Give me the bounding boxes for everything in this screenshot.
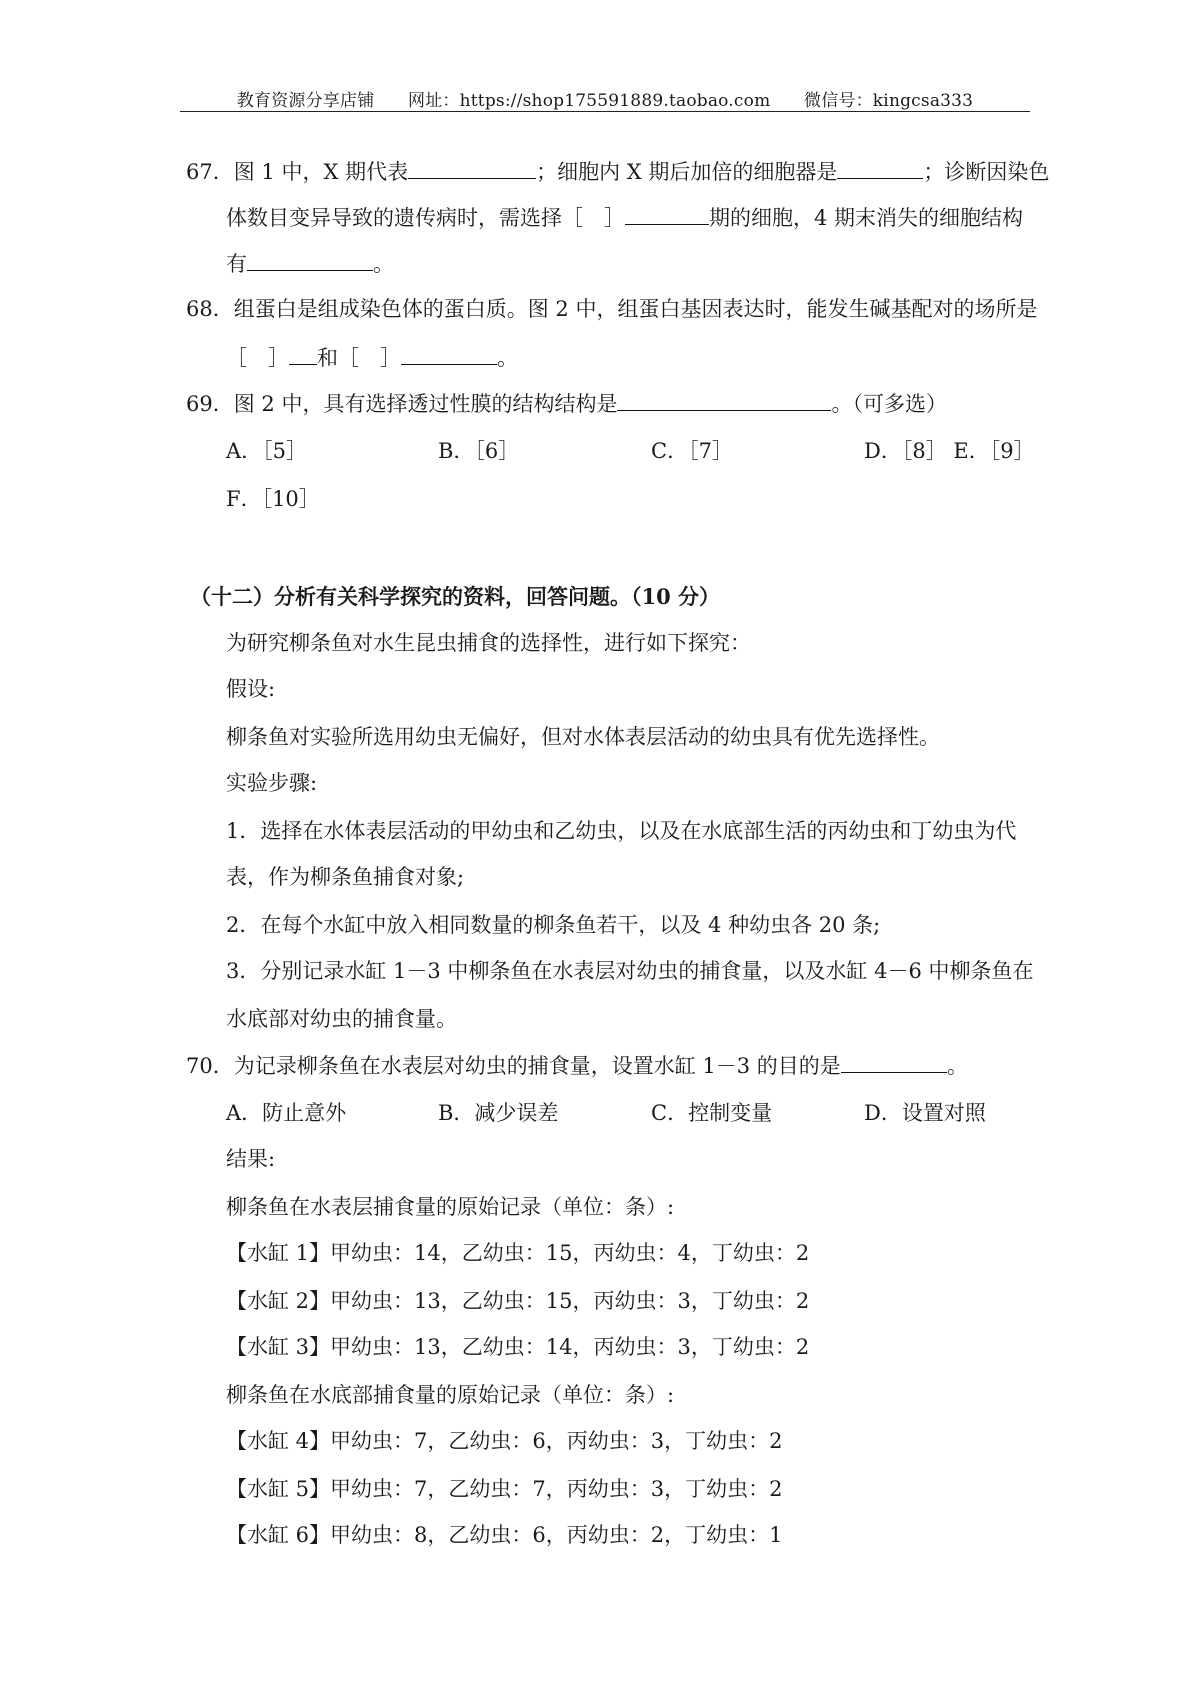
q67-blank-3[interactable]: [625, 202, 709, 225]
q67-blank-1[interactable]: [408, 156, 536, 179]
hypothesis-text: 柳条鱼对实验所选用幼虫无偏好，但对水体表层活动的幼虫具有优先选择性。: [226, 725, 940, 749]
q68-blank-1[interactable]: [289, 342, 317, 365]
step1-line1: 1．选择在水体表层活动的甲幼虫和乙幼虫，以及在水底部生活的丙幼虫和丁幼虫为代: [226, 819, 1017, 843]
q67-line3: [226, 248, 394, 279]
bottom-record-row: 【水缸 5】甲幼虫：7，乙幼虫：7，丙幼虫：3，丁幼虫：2: [226, 1477, 783, 1501]
q67-text-5: 期的细胞，4 期末消失的细胞结构: [709, 206, 1024, 230]
q67-text-4: 体数目变异导致的遗传病时，需选择［ ］: [226, 206, 625, 230]
step1-line2: 表，作为柳条鱼捕食对象;: [226, 865, 465, 889]
bottom-record-row: 【水缸 4】甲幼虫：7，乙幼虫：6，丙幼虫：3，丁幼虫：2: [226, 1429, 783, 1453]
q68-line1: [186, 294, 1037, 324]
q68-bracket-1: ［ ］: [226, 346, 289, 370]
surface-record-row: 【水缸 2】甲幼虫：13，乙幼虫：15，丙幼虫：3，丁幼虫：2: [226, 1289, 810, 1313]
step2: 2．在每个水缸中放入相同数量的柳条鱼若干，以及 4 种幼虫各 20 条;: [226, 913, 881, 937]
q70-tail: 。: [946, 1054, 968, 1078]
q69-option-b[interactable]: B．［6］: [438, 439, 520, 463]
q68-text-3: 。: [497, 346, 518, 370]
header-shop: 教育资源分享店铺: [236, 91, 375, 111]
header-wechat: 微信号：kingcsa333: [804, 91, 974, 111]
q69-option-f[interactable]: F．［10］: [226, 487, 320, 511]
results-label: 结果:: [226, 1147, 276, 1171]
q68-text-2: 和［ ］: [317, 346, 401, 370]
steps-label: 实验步骤:: [226, 771, 318, 795]
q68-blank-2[interactable]: [401, 342, 497, 365]
q70-option-b[interactable]: B．减少误差: [438, 1101, 559, 1125]
q69-option-c[interactable]: C．［7］: [651, 439, 733, 463]
q67-text-6: 有: [226, 252, 247, 276]
q69-number: 69．: [186, 392, 234, 416]
surface-record-row: 【水缸 3】甲幼虫：13，乙幼虫：14，丙幼虫：3，丁幼虫：2: [226, 1335, 810, 1359]
header-rule: [180, 111, 1030, 112]
q70-number: 70．: [186, 1054, 234, 1078]
q67-blank-2[interactable]: [837, 156, 923, 179]
q70-option-d[interactable]: D．设置对照: [864, 1101, 986, 1125]
header-site: 网址：https://shop175591889.taobao.com: [408, 91, 771, 111]
q70-line1: [186, 1050, 968, 1081]
surface-record-title: 柳条鱼在水表层捕食量的原始记录（单位：条）:: [226, 1195, 675, 1219]
q70-blank[interactable]: [841, 1050, 947, 1073]
bottom-record-title: 柳条鱼在水底部捕食量的原始记录（单位：条）:: [226, 1383, 675, 1407]
step3-line1: 3．分别记录水缸 1－3 中柳条鱼在水表层对幼虫的捕食量，以及水缸 4－6 中柳条鱼在: [226, 959, 1034, 983]
q69-option-a[interactable]: A．［5］: [226, 439, 308, 463]
bottom-record-row: 【水缸 6】甲幼虫：8，乙幼虫：6，丙幼虫：2，丁幼虫：1: [226, 1523, 783, 1547]
q69-line1: [186, 388, 947, 419]
section12-title: （十二）分析有关科学探究的资料，回答问题。（10 分）: [190, 584, 721, 609]
q68-number: 68．: [186, 297, 234, 321]
q67-line2: [226, 202, 1023, 233]
q69-option-de[interactable]: D．［8］ E．［9］: [864, 439, 1035, 463]
q68-line2: [226, 342, 518, 373]
q69-blank[interactable]: [617, 388, 831, 411]
q70-option-a[interactable]: A．防止意外: [226, 1101, 347, 1125]
q67-blank-4[interactable]: [247, 248, 373, 271]
q67-text-1: 图 1 中，X 期代表: [233, 160, 409, 184]
q67-text-2: ；细胞内 X 期后加倍的细胞器是: [536, 160, 838, 184]
surface-record-row: 【水缸 1】甲幼虫：14，乙幼虫：15，丙幼虫：4，丁幼虫：2: [226, 1241, 810, 1265]
section12-intro: 为研究柳条鱼对水生昆虫捕食的选择性，进行如下探究：: [226, 631, 751, 655]
step3-line2: 水底部对幼虫的捕食量。: [226, 1007, 457, 1031]
hypothesis-label: 假设:: [226, 677, 276, 701]
q68-text-1: 组蛋白是组成染色体的蛋白质。图 2 中，组蛋白基因表达时，能发生碱基配对的场所是: [233, 297, 1038, 321]
q69-tail: 。（可多选）: [831, 392, 947, 416]
page-header: [180, 86, 1030, 111]
q70-text: 为记录柳条鱼在水表层对幼虫的捕食量，设置水缸 1－3 的目的是: [233, 1054, 841, 1078]
q67-line1: [186, 156, 1049, 187]
q69-text: 图 2 中，具有选择透过性膜的结构结构是: [233, 392, 618, 416]
q70-option-c[interactable]: C．控制变量: [651, 1101, 773, 1125]
q67-text-3: ；诊断因染色: [923, 160, 1050, 184]
q67-text-7: 。: [373, 252, 394, 276]
q67-number: 67．: [186, 160, 234, 184]
